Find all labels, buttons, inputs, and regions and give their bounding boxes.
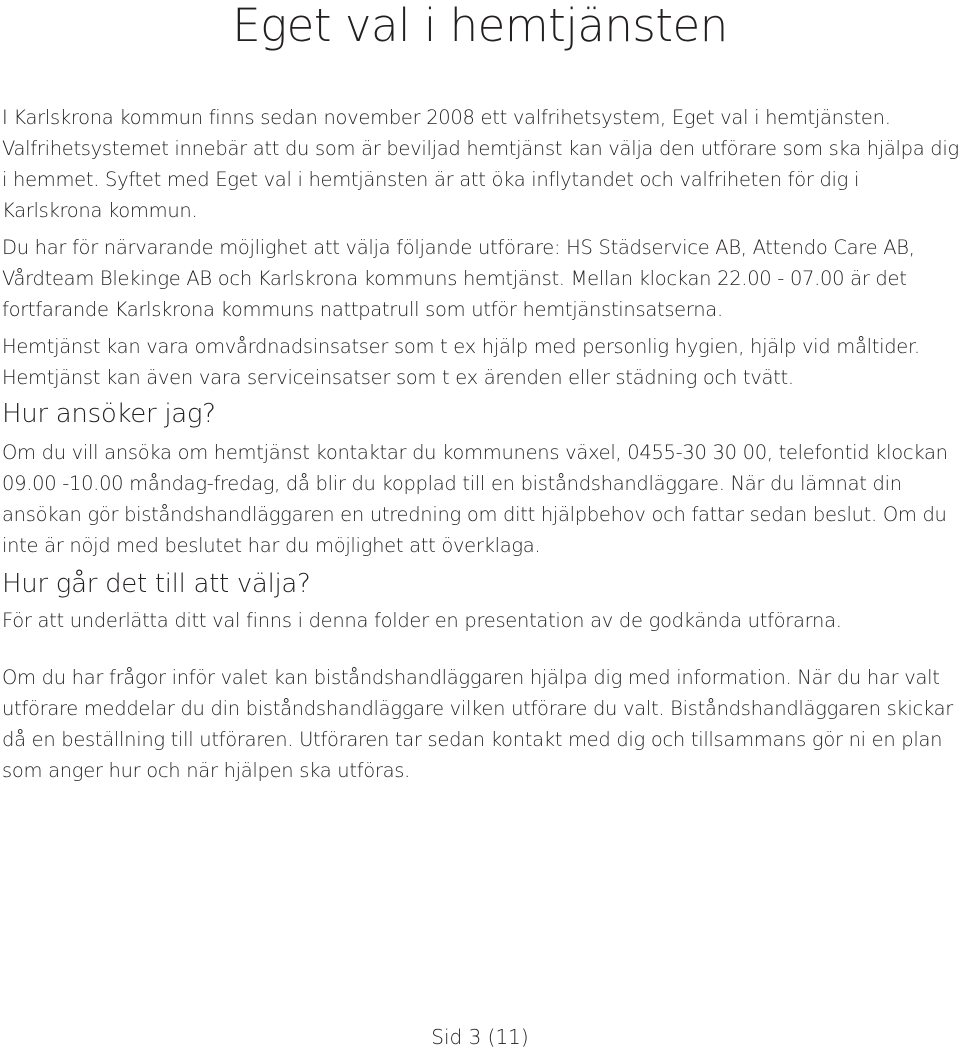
page-number: Sid 3 (11) [431, 1025, 529, 1049]
home-care-paragraph: Hemtjänst kan vara omvårdnadsinsatser som t ex hjälp med personlig hygien, hjälp vid måltider. Hemtjänst kan även vara serviceinsatser som t ex ärenden eller städning och tvätt. [2, 335, 920, 389]
providers-paragraph: Du har för närvarande möjlighet att välja följande utförare: HS Städservice AB, Attendo Care AB, Vårdteam Blekinge AB och Karlskrona kommuns hemtjänst. Mellan klockan 22.00 - 07.00 är det fortfarande Karlskrona kommuns nattpatrull som utför hemtjänstinsatserna. [2, 236, 915, 321]
folder-paragraph: För att underlätta ditt val finns i denna folder en presentation av de godkända utförarna. [2, 609, 842, 632]
choose-heading: Hur går det till att välja? [2, 569, 311, 599]
content-body [2, 102, 960, 786]
page-title: Eget val i hemtjänsten [232, 0, 728, 52]
intro-paragraph: I Karlskrona kommun finns sedan november 2008 ett valfrihetsystem, Eget val i hemtjänsten. Valfrihetsystemet innebär att du som är beviljad hemtjänst kan välja den utförare som ska hjälpa dig i hemmet. Syftet med Eget val i hemtjänsten är att öka inflytandet och valfriheten för dig i Karlskrona kommun. [2, 106, 959, 222]
apply-heading: Hur ansöker jag? [2, 399, 216, 429]
apply-paragraph: Om du vill ansöka om hemtjänst kontaktar du kommunens växel, 0455-30 30 00, telefontid klockan 09.00 -10.00 måndag-fredag, då blir du kopplad till en biståndshandläggare. När du lämnat din ansökan gör biståndshandläggaren en utredning om ditt hjälpbehov och fattar sedan beslut. Om du inte är nöjd med beslutet har du möjlighet att överklaga. [2, 441, 948, 557]
questions-paragraph: Om du har frågor inför valet kan biståndshandläggaren hjälpa dig med information. När du har valt utförare meddelar du din biståndshandläggare vilken utförare du valt. Biståndshandläggaren skickar då en beställning till utföraren. Utföraren tar sedan kontakt med dig och tillsammans gör ni en plan som anger hur och när hjälpen ska utföras. [2, 666, 953, 782]
